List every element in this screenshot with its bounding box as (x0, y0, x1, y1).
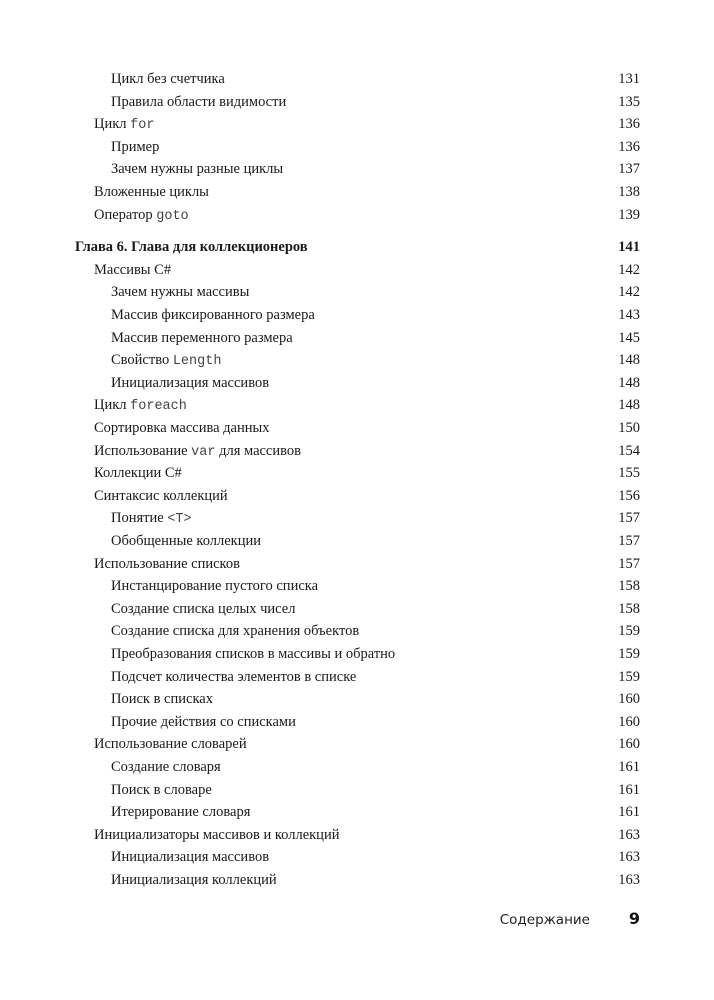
toc-entry (0, 575, 714, 597)
toc-page-number: 157 (618, 555, 640, 572)
toc-page-number: 138 (618, 184, 640, 200)
toc-entry (0, 417, 714, 439)
title-text: Сортировка массива данных (94, 420, 270, 436)
toc-entry-title (111, 846, 269, 868)
title-text: Зачем нужны разные циклы (111, 161, 284, 178)
title-text: Зачем нужны массивы (111, 284, 250, 301)
title-text: Свойство (111, 352, 173, 369)
toc-page-number: 148 (618, 397, 640, 414)
toc-page-number: 150 (618, 420, 640, 436)
title-text: Преобразования списков в массивы и обратно (111, 646, 396, 662)
toc-entry (0, 68, 714, 90)
toc-entry-title (94, 394, 187, 418)
toc-page-number: 143 (618, 307, 640, 323)
toc-entry-title (111, 304, 315, 326)
toc-entry-title (111, 756, 221, 778)
title-text: Понятие (111, 510, 168, 527)
toc-entry (0, 304, 714, 326)
toc-page-number: 160 (618, 736, 640, 753)
toc-page-number: 137 (618, 161, 640, 178)
title-text: Поиск в словаре (111, 781, 212, 798)
toc-entry-title (111, 372, 269, 394)
toc-page-number: 158 (618, 600, 640, 617)
title-text: Инстанцирование пустого списка (111, 578, 319, 595)
toc-entry (0, 91, 714, 113)
toc-entry (0, 136, 714, 158)
title-text: Цикл без счетчика (111, 71, 225, 87)
toc-entry (0, 711, 714, 733)
toc-entry-title (111, 530, 261, 552)
toc-entry (0, 620, 714, 642)
toc-entry (0, 204, 714, 226)
title-text: Создание списка целых чисел (111, 600, 296, 617)
toc-entry-title (94, 259, 171, 281)
toc-entry-title (94, 462, 182, 484)
title-text: Инициализация массивов (111, 849, 270, 866)
toc-entry-title (111, 68, 225, 90)
title-text: Синтаксис коллекций (94, 487, 228, 504)
footer-page-number: 9 (628, 909, 640, 928)
toc-page-number: 160 (618, 691, 640, 708)
code-term: for (130, 118, 155, 134)
toc-page-number: 159 (618, 623, 640, 640)
toc-entry (0, 666, 714, 688)
toc-page-number: 154 (618, 442, 640, 459)
toc-entry (0, 394, 714, 416)
code-term: Length (172, 354, 222, 370)
title-text: Коллекции C# (94, 465, 182, 482)
toc-page-number: 142 (618, 284, 640, 301)
title-text: Поиск в списках (111, 691, 213, 708)
toc-entry (0, 113, 714, 135)
title-text: Создание словаря (111, 759, 221, 775)
toc-entry (0, 779, 714, 801)
toc-page-number: 161 (618, 804, 640, 821)
title-text: Цикл (94, 116, 131, 133)
toc-page-number: 148 (618, 374, 640, 391)
toc-entry (0, 643, 714, 665)
toc-entry (0, 507, 714, 529)
title-text: Массив переменного размера (111, 329, 293, 346)
toc-entry (0, 181, 714, 203)
toc-page-number: 136 (618, 138, 640, 155)
toc-entry-title (111, 688, 213, 710)
toc-entry-title (94, 440, 301, 464)
toc-page-number: 157 (618, 510, 640, 527)
code-term: <T> (167, 512, 192, 528)
toc-entry (0, 756, 714, 778)
title-text: Массив фиксированного размера (111, 307, 315, 323)
toc-entry (0, 462, 714, 484)
toc-page-number: 157 (618, 533, 640, 549)
toc-entry-title (111, 507, 192, 531)
toc-entry-title (94, 417, 270, 439)
toc-entry-title (111, 620, 359, 642)
title-text: Пример (111, 138, 160, 155)
toc-page-number: 131 (618, 71, 640, 87)
title-text: Использование списков (94, 555, 240, 572)
toc-entry (0, 530, 714, 552)
toc-entry (0, 349, 714, 371)
toc-page-number: 161 (618, 759, 640, 775)
toc-page-number: 161 (618, 781, 640, 798)
toc-page-number: 139 (618, 206, 640, 223)
toc-entry (0, 259, 714, 281)
toc-entry-title (111, 327, 293, 349)
toc-entry-title (111, 711, 296, 733)
toc-entry (0, 372, 714, 394)
title-text: Массивы C# (94, 261, 172, 278)
title-text: Глава 6. Глава для коллекционеров (75, 239, 308, 256)
toc-chapter (0, 236, 714, 258)
toc-page-number: 136 (618, 116, 640, 133)
toc-entry-title (111, 575, 318, 597)
toc-entry (0, 733, 714, 755)
toc-entry-title (94, 485, 228, 507)
toc-entry-title (111, 666, 356, 688)
toc-entry-title (94, 113, 154, 137)
toc-entry-title (94, 181, 209, 203)
toc-page-number: 163 (618, 872, 640, 888)
toc-page-number: 142 (618, 261, 640, 278)
toc-page-number: 156 (618, 487, 640, 504)
title-text: Итерирование словаря (111, 804, 251, 821)
toc-entry-title (111, 136, 159, 158)
title-text: Инициализаторы массивов и коллекций (94, 826, 340, 843)
title-text: Обобщенные коллекции (111, 533, 261, 549)
toc-entry (0, 440, 714, 462)
toc-entry (0, 688, 714, 710)
toc-entry-title (111, 779, 212, 801)
toc-entry (0, 598, 714, 620)
title-text: Использование (94, 442, 192, 459)
toc-entry (0, 801, 714, 823)
toc-entry-title (111, 91, 286, 113)
code-term: var (191, 444, 216, 460)
toc-entry-title (111, 158, 283, 180)
toc-entry (0, 281, 714, 303)
toc-entry-title (111, 598, 295, 620)
toc-page-number: 159 (618, 668, 640, 685)
title-text: Подсчет количества элементов в списке (111, 668, 357, 685)
title-text: Инициализация массивов (111, 374, 270, 391)
toc-entry-title (75, 236, 308, 258)
toc-entry-title (94, 204, 189, 228)
title-text: Создание списка для хранения объектов (111, 623, 360, 640)
toc-entry (0, 158, 714, 180)
toc-page-number: 135 (618, 93, 640, 110)
title-text: Инициализация коллекций (111, 872, 277, 888)
toc-page-number: 155 (618, 465, 640, 482)
toc-entry-title (111, 801, 250, 823)
code-term: goto (156, 208, 189, 224)
toc-page-number: 160 (618, 713, 640, 730)
footer-section-label: Содержание (499, 912, 590, 928)
toc-entry (0, 485, 714, 507)
toc-entry-title (111, 349, 221, 373)
toc-page-number: 141 (618, 239, 640, 256)
toc-entry (0, 553, 714, 575)
code-term: foreach (130, 399, 187, 415)
toc-page-number: 158 (618, 578, 640, 595)
toc-entry-title (94, 824, 339, 846)
toc-entry-title (111, 281, 249, 303)
title-text: Цикл (94, 397, 131, 414)
title-text: Вложенные циклы (94, 184, 209, 200)
title-text: Оператор (94, 206, 157, 223)
title-text: Использование словарей (94, 736, 247, 753)
toc-entry (0, 869, 714, 891)
toc-entry-title (111, 643, 395, 665)
toc-entry-title (94, 733, 247, 755)
toc-page-number: 159 (618, 646, 640, 662)
toc-entry-title (94, 553, 240, 575)
title-text: для массивов (215, 442, 301, 459)
toc-entry (0, 846, 714, 868)
toc-page-number: 163 (618, 826, 640, 843)
toc-page-number: 148 (618, 352, 640, 369)
toc-page-number: 163 (618, 849, 640, 866)
toc-entry (0, 327, 714, 349)
title-text: Правила области видимости (111, 93, 287, 110)
toc-page-number: 145 (618, 329, 640, 346)
toc-entry (0, 824, 714, 846)
title-text: Прочие действия со списками (111, 713, 296, 730)
toc-entry-title (111, 869, 277, 891)
